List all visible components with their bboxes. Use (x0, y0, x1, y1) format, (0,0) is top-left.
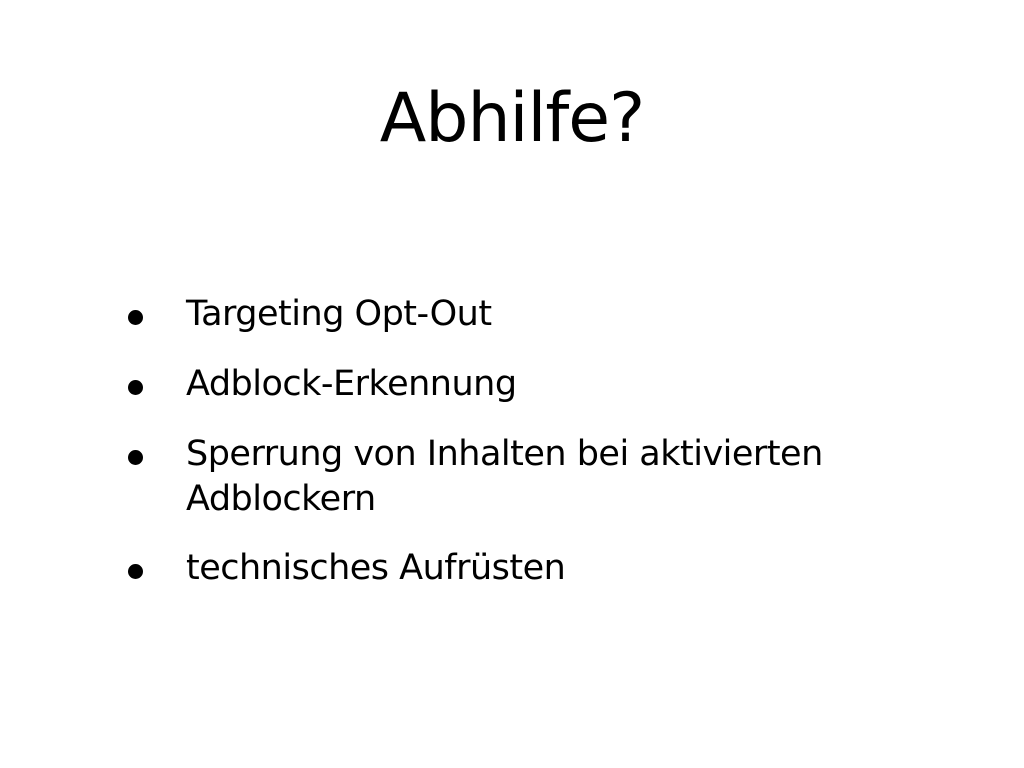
bullet-item-technisches-aufruesten (128, 546, 888, 591)
bullet-item-sperrung-von-inhalten (128, 432, 888, 522)
bullet-list (128, 292, 888, 616)
slide-title: Abhilfe? (379, 79, 645, 158)
bullet-text: Targeting Opt-Out (186, 294, 492, 334)
bullet-text: Adblock-Erkennung (186, 364, 517, 404)
bullet-text: Sperrung von Inhalten bei aktivierten Adblockern (186, 434, 823, 519)
bullet-text: technisches Aufrüsten (186, 548, 566, 588)
bullet-point-icon (128, 310, 143, 325)
bullet-item-adblock-erkennung (128, 362, 888, 407)
bullet-point-icon (128, 564, 143, 579)
bullet-item-targeting-opt-out (128, 292, 888, 337)
bullet-point-icon (128, 380, 143, 395)
bullet-point-icon (128, 450, 143, 465)
